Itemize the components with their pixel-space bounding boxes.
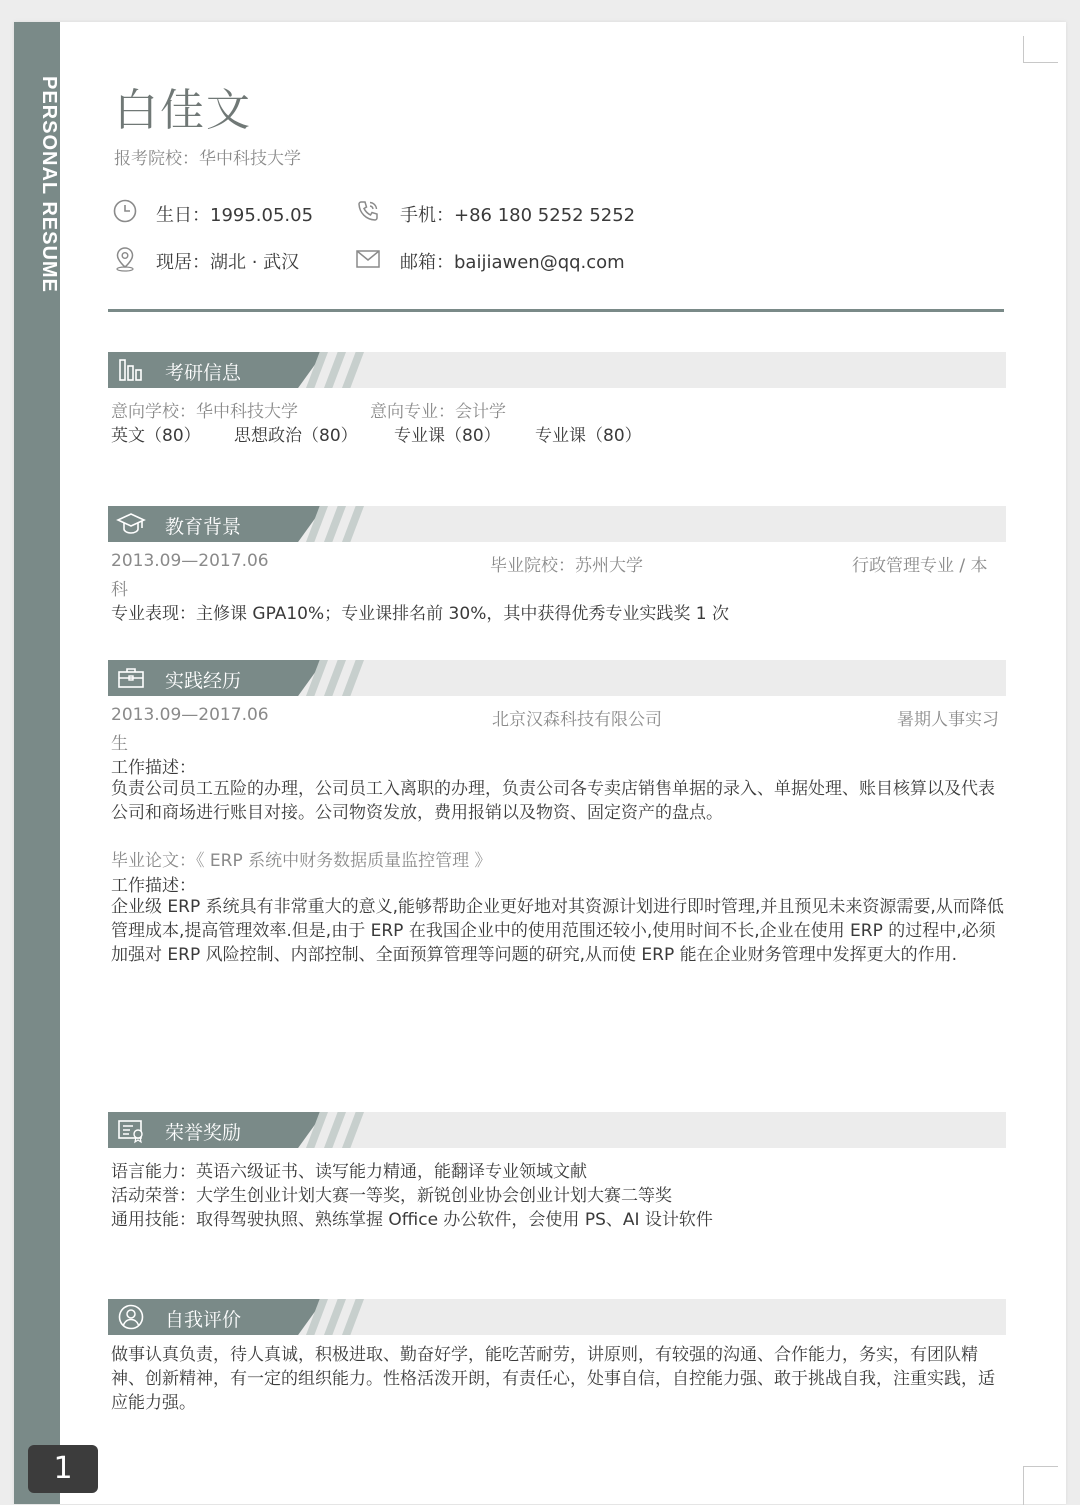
section-header-education bbox=[108, 506, 1006, 542]
exam-score: 思想政治（80） bbox=[234, 426, 358, 446]
header-divider bbox=[108, 309, 1004, 312]
phone-icon bbox=[355, 198, 381, 224]
practice-period: 2013.09—2017.06 bbox=[111, 705, 269, 725]
section-title-self: 自我评价 bbox=[165, 1309, 242, 1331]
thesis-desc-label: 工作描述： bbox=[111, 876, 196, 896]
section-title-education: 教育背景 bbox=[165, 516, 242, 538]
exam-score: 英文（80） bbox=[111, 426, 201, 446]
section-header-exam bbox=[108, 352, 1006, 388]
practice-company: 北京汉森科技有限公司 bbox=[492, 710, 662, 730]
practice-description: 负责公司员工五险的办理，公司员工入离职的办理，负责公司各专卖店销售单据的录入、单据处理、账目核算以及代表公司和商场进行账目对接。公司物资发放，费用报销以及物资、固定资产的盘点。 bbox=[111, 779, 995, 823]
exam-score: 专业课（80） bbox=[394, 426, 501, 446]
practice-desc-label: 工作描述： bbox=[111, 758, 196, 778]
phone-number: 手机：+86 180 5252 5252 bbox=[400, 205, 636, 226]
practice-role-wrap: 生 bbox=[111, 734, 128, 754]
email-address: 邮箱：baijiawen@qq.com bbox=[400, 252, 625, 273]
section-title-practice: 实践经历 bbox=[165, 670, 242, 692]
education-performance: 专业表现：主修课 GPA10%；专业课排名前 30%，其中获得优秀专业实践奖 1 次 bbox=[111, 604, 729, 624]
honor-item: 语言能力：英语六级证书、读写能力精通，能翻译专业领域文献 bbox=[111, 1162, 587, 1182]
mail-icon bbox=[355, 248, 381, 270]
exam-target-school: 意向学校：华中科技大学 bbox=[111, 402, 298, 422]
user-icon bbox=[116, 1303, 146, 1331]
section-title-honors: 荣誉奖励 bbox=[165, 1122, 242, 1144]
section-header-honors bbox=[108, 1112, 1006, 1148]
practice-role: 暑期人事实习 bbox=[897, 710, 999, 730]
corner-mark-bottom bbox=[1023, 1466, 1058, 1505]
current-location: 现居：湖北 · 武汉 bbox=[156, 252, 300, 273]
page-number-badge[interactable]: 1 bbox=[28, 1445, 98, 1493]
clock-icon bbox=[112, 198, 138, 224]
bar-chart-icon bbox=[116, 356, 146, 384]
corner-mark-top bbox=[1023, 36, 1058, 63]
honor-item: 活动荣誉：大学生创业计划大赛一等奖，新锐创业协会创业计划大赛二等奖 bbox=[111, 1186, 672, 1206]
graduation-cap-icon bbox=[116, 510, 146, 538]
location-pin-icon bbox=[112, 245, 138, 273]
honor-item: 通用技能：取得驾驶执照、熟练掌握 Office 办公软件，会使用 PS、AI 设计软件 bbox=[111, 1210, 713, 1230]
thesis-title: 毕业论文：《 ERP 系统中财务数据质量监控管理 》 bbox=[111, 851, 492, 871]
side-label: PERSONAL RESUME bbox=[38, 76, 60, 293]
exam-target-major: 意向专业：会计学 bbox=[370, 402, 506, 422]
certificate-icon bbox=[116, 1116, 146, 1144]
target-school: 报考院校：华中科技大学 bbox=[114, 149, 301, 169]
education-major-wrap: 科 bbox=[111, 580, 128, 600]
candidate-name: 白佳文 bbox=[114, 85, 252, 136]
section-header-self bbox=[108, 1299, 1006, 1335]
education-major: 行政管理专业 / 本 bbox=[852, 556, 988, 576]
briefcase-icon bbox=[116, 664, 146, 692]
birth-date: 生日：1995.05.05 bbox=[156, 205, 314, 226]
thesis-description: 企业级 ERP 系统具有非常重大的意义,能够帮助企业更好地对其资源计划进行即时管理,并且预见未来资源需要,从而降低管理成本,提高管理效率.但是,由于 ERP 在我国企业中的使用范围还较小,使用时间不长,企业在使用 ERP 的过程中,必须加强对 ERP 风险控制、内部控制、全面预算管理等问题的研究,从而使 ERP 能在企业财务管理中发挥更大的作用. bbox=[111, 897, 1004, 965]
education-period: 2013.09—2017.06 bbox=[111, 551, 269, 571]
education-school: 毕业院校：苏州大学 bbox=[490, 556, 643, 576]
section-header-practice bbox=[108, 660, 1006, 696]
exam-score: 专业课（80） bbox=[535, 426, 642, 446]
section-title-exam: 考研信息 bbox=[165, 362, 242, 384]
self-evaluation-text: 做事认真负责，待人真诚，积极进取、勤奋好学，能吃苦耐劳，讲原则，有较强的沟通、合作能力，务实，有团队精神、创新精神，有一定的组织能力。性格活泼开朗，有责任心，处事自信，自控能力强、敢于挑战自我，注重实践，适应能力强。 bbox=[111, 1345, 995, 1413]
